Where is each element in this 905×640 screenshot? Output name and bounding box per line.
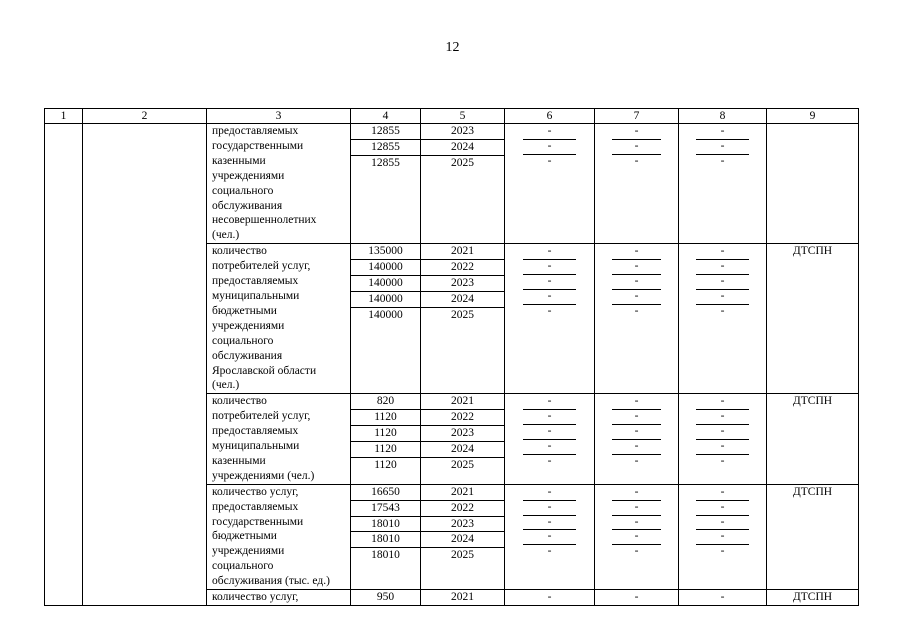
column-7-cell [595,590,679,606]
column-7-value-text: - [634,304,639,317]
column-7-value [595,244,678,259]
indicator-text: государственными [212,515,304,528]
indicator-text: обслуживания (тыс. ед.) [212,575,330,588]
year-value: 2023 [421,276,504,292]
column-6-value [505,259,594,274]
column-7-value-text: - [612,500,662,516]
column-header: 3 [207,109,351,124]
indicator-cell [207,590,351,606]
responsible-text: ДТСПН [792,395,833,408]
indicator-text: казенными [212,154,266,167]
column-7-value-text: - [634,154,639,167]
indicator-text: учреждениями (чел.) [212,469,315,482]
column-header: 5 [421,109,505,124]
column-8-value [679,544,766,559]
target-value-cell [351,394,421,484]
responsible-cell [767,124,859,244]
column-8-value [679,409,766,424]
column-7-value-text: - [612,274,662,290]
year-value: 2024 [421,442,504,458]
column-8-value [679,244,766,259]
indicator-text: потребителей услуг, [212,410,311,423]
indicator-text: обслуживания [212,199,283,212]
column-6-value [505,154,594,169]
column-7-value [595,394,678,409]
indicator-text: предоставляемых [212,125,299,137]
column-7-value [595,515,678,530]
column-7-value-text: - [612,529,662,545]
indicator-text: потребителей услуг, [212,260,311,273]
column-6-cell [505,244,595,394]
column-8-value [679,529,766,544]
year-value: 2021 [421,394,504,410]
indicator-cell [207,484,351,589]
column-6-cell [505,590,595,606]
target-value-value: 1120 [351,442,420,458]
responsible-text: ДТСПН [792,485,833,498]
column-6-cell [505,394,595,484]
target-value-value: 12855 [351,124,420,140]
column-7-cell [595,124,679,244]
indicator-text: (чел.) [212,379,240,392]
column-6-value [505,590,594,605]
column-6-value [505,244,594,259]
column-8-value-text: - [720,304,725,317]
indicator-text: социального [212,560,274,573]
column-8-value [679,485,766,500]
target-value-value: 16650 [351,485,420,501]
column-6-value [505,544,594,559]
column-8-value [679,154,766,169]
column-8-cell [679,244,767,394]
indicators-table [44,108,859,606]
column-7-value [595,439,678,454]
column-8-value-text: - [696,529,748,545]
column-6-value-text: - [523,500,576,516]
indicator-text: учреждениями [212,169,285,182]
column-8-value [679,590,766,605]
indicator-text: бюджетными [212,304,277,317]
column-7-value [595,139,678,154]
column-7-value [595,424,678,439]
indicator-text: (чел.) [212,229,240,242]
responsible-cell [767,590,859,606]
column-2-cell [83,124,207,606]
indicator-cell [207,244,351,394]
column-6-value [505,515,594,530]
target-value-cell [351,590,421,606]
column-7-value-text: - [612,139,662,155]
column-7-value-text: - [612,394,662,410]
column-7-value [595,259,678,274]
year-value: 2025 [451,458,474,471]
column-7-cell [595,484,679,589]
column-8-value-text: - [696,289,748,305]
column-6-value [505,139,594,154]
indicator-text: количество услуг, [212,591,299,604]
column-6-value-text: - [523,439,576,455]
indicator-text: несовершеннолетних [212,214,317,227]
target-value-value: 140000 [351,276,420,292]
column-7-value-text: - [612,424,662,440]
column-6-value [505,500,594,515]
column-header: 4 [351,109,421,124]
column-7-value-text: - [612,515,662,531]
indicator-text: предоставляемых [212,275,299,288]
column-8-value-text: - [696,439,748,455]
column-7-value [595,500,678,515]
year-value: 2021 [421,485,504,501]
column-8-value [679,454,766,469]
column-7-value-text: - [612,409,662,425]
target-value-cell [351,484,421,589]
column-8-value [679,424,766,439]
column-6-value-text: - [523,289,576,305]
column-7-cell [595,394,679,484]
target-value-value: 950 [376,591,395,604]
target-value-value: 18010 [351,532,420,548]
target-value-value: 18010 [371,549,400,562]
table-header-row [45,109,859,124]
year-value: 2022 [421,410,504,426]
column-7-value [595,124,678,139]
target-value-cell [351,244,421,394]
column-8-value [679,259,766,274]
column-8-value-text: - [696,515,748,531]
target-value-value: 1120 [351,426,420,442]
column-6-value [505,439,594,454]
column-8-cell [679,394,767,484]
column-8-value [679,515,766,530]
target-value-value: 820 [351,394,420,410]
year-cell [421,484,505,589]
target-value-value: 1120 [351,410,420,426]
column-6-value-text: - [523,274,576,290]
column-7-value [595,590,678,605]
column-6-value [505,394,594,409]
column-7-value-text: - [612,485,662,501]
target-value-value: 140000 [351,292,420,308]
column-header: 8 [679,109,767,124]
column-6-value [505,454,594,469]
target-value-value: 140000 [368,308,403,321]
column-8-value-text: - [720,545,725,558]
column-8-cell [679,124,767,244]
year-cell [421,590,505,606]
column-7-value [595,274,678,289]
year-value: 2021 [421,244,504,260]
column-6-value-text: - [523,424,576,440]
target-value-value: 140000 [351,260,420,276]
year-cell [421,124,505,244]
column-8-value-text: - [696,409,748,425]
year-value: 2024 [421,140,504,156]
column-header: 1 [45,109,83,124]
responsible-cell [767,244,859,394]
column-8-value [679,289,766,304]
column-6-value-text: - [547,304,552,317]
indicator-text: учреждениями [212,545,285,558]
indicator-text: количество [212,395,267,408]
column-8-value [679,304,766,319]
column-header: 6 [505,109,595,124]
indicator-text: муниципальными [212,289,300,302]
column-6-cell [505,484,595,589]
year-value: 2021 [451,591,474,604]
table-row [45,124,859,244]
column-6-value [505,304,594,319]
year-value: 2024 [421,292,504,308]
column-8-value [679,439,766,454]
year-value: 2022 [421,260,504,276]
responsible-text: ДТСПН [792,591,833,604]
column-7-value-text: - [612,289,662,305]
target-value-cell [351,124,421,244]
column-6-value-text: - [523,485,576,501]
column-7-value [595,304,678,319]
column-8-value-text: - [696,139,748,155]
target-value-value: 135000 [351,244,420,260]
column-7-cell [595,244,679,394]
column-6-value-text: - [523,409,576,425]
column-6-value [505,409,594,424]
column-6-value-text: - [523,529,576,545]
column-8-value-text: - [720,591,725,604]
column-6-value [505,274,594,289]
column-6-value-text: - [523,394,576,410]
column-8-value-text: - [696,394,748,410]
column-7-value-text: - [634,591,639,604]
column-6-value-text: - [547,591,552,604]
column-header: 7 [595,109,679,124]
column-6-value-text: - [523,259,576,275]
page-number: 12 [445,40,460,55]
indicator-text: социального [212,334,274,347]
column-7-value-text: - [612,244,662,260]
column-1-cell [45,124,83,606]
year-value: 2023 [421,426,504,442]
indicator-text: предоставляемых [212,500,299,513]
indicator-text: учреждениями [212,319,285,332]
year-cell [421,244,505,394]
column-6-value [505,485,594,500]
responsible-cell [767,484,859,589]
indicator-cell [207,394,351,484]
indicator-text: количество [212,245,267,258]
year-value: 2025 [451,156,474,169]
column-7-value [595,289,678,304]
column-8-value [679,394,766,409]
column-6-value [505,124,594,139]
indicator-text: социального [212,184,274,197]
responsible-text: ДТСПН [792,245,833,258]
column-8-value-text: - [696,274,748,290]
column-7-value [595,485,678,500]
column-8-value-text: - [720,454,725,467]
target-value-value: 1120 [374,458,397,471]
indicator-text: бюджетными [212,530,277,543]
column-header: 2 [83,109,207,124]
column-8-value-text: - [696,124,748,140]
column-7-value-text: - [634,454,639,467]
column-header: 9 [767,109,859,124]
indicator-text: количество услуг, [212,485,299,498]
column-6-value-text: - [547,454,552,467]
column-7-value [595,409,678,424]
column-8-value-text: - [696,500,748,516]
column-7-value [595,544,678,559]
column-6-value [505,529,594,544]
year-value: 2025 [451,308,474,321]
column-7-value-text: - [612,259,662,275]
column-8-cell [679,590,767,606]
column-8-value [679,124,766,139]
column-7-value-text: - [612,439,662,455]
column-6-value-text: - [523,124,576,140]
responsible-cell [767,394,859,484]
year-value: 2023 [421,124,504,140]
column-7-value-text: - [612,124,662,140]
column-8-value [679,139,766,154]
target-value-value: 18010 [351,517,420,533]
target-value-value: 17543 [351,501,420,517]
column-6-value-text: - [547,154,552,167]
year-value: 2023 [421,517,504,533]
column-8-value-text: - [696,424,748,440]
column-6-cell [505,124,595,244]
column-8-value [679,274,766,289]
column-6-value [505,289,594,304]
year-value: 2025 [451,549,474,562]
column-8-value-text: - [696,244,748,260]
indicator-text: муниципальными [212,440,300,453]
target-value-value: 12855 [351,140,420,156]
column-6-value-text: - [523,139,576,155]
year-value: 2024 [421,532,504,548]
column-6-value-text: - [523,515,576,531]
column-7-value [595,454,678,469]
column-7-value [595,154,678,169]
column-6-value-text: - [547,545,552,558]
indicator-text: казенными [212,454,266,467]
indicator-cell [207,124,351,244]
column-8-value-text: - [696,485,748,501]
indicator-text: Ярославской области [212,364,317,377]
indicator-text: государственными [212,139,304,152]
target-value-value: 12855 [371,156,400,169]
column-8-cell [679,484,767,589]
year-value: 2022 [421,501,504,517]
column-7-value [595,529,678,544]
column-8-value-text: - [696,259,748,275]
column-8-value-text: - [720,154,725,167]
column-6-value-text: - [523,244,576,260]
column-7-value-text: - [634,545,639,558]
column-8-value [679,500,766,515]
indicator-text: предоставляемых [212,425,299,438]
indicator-text: обслуживания [212,349,283,362]
year-cell [421,394,505,484]
column-6-value [505,424,594,439]
